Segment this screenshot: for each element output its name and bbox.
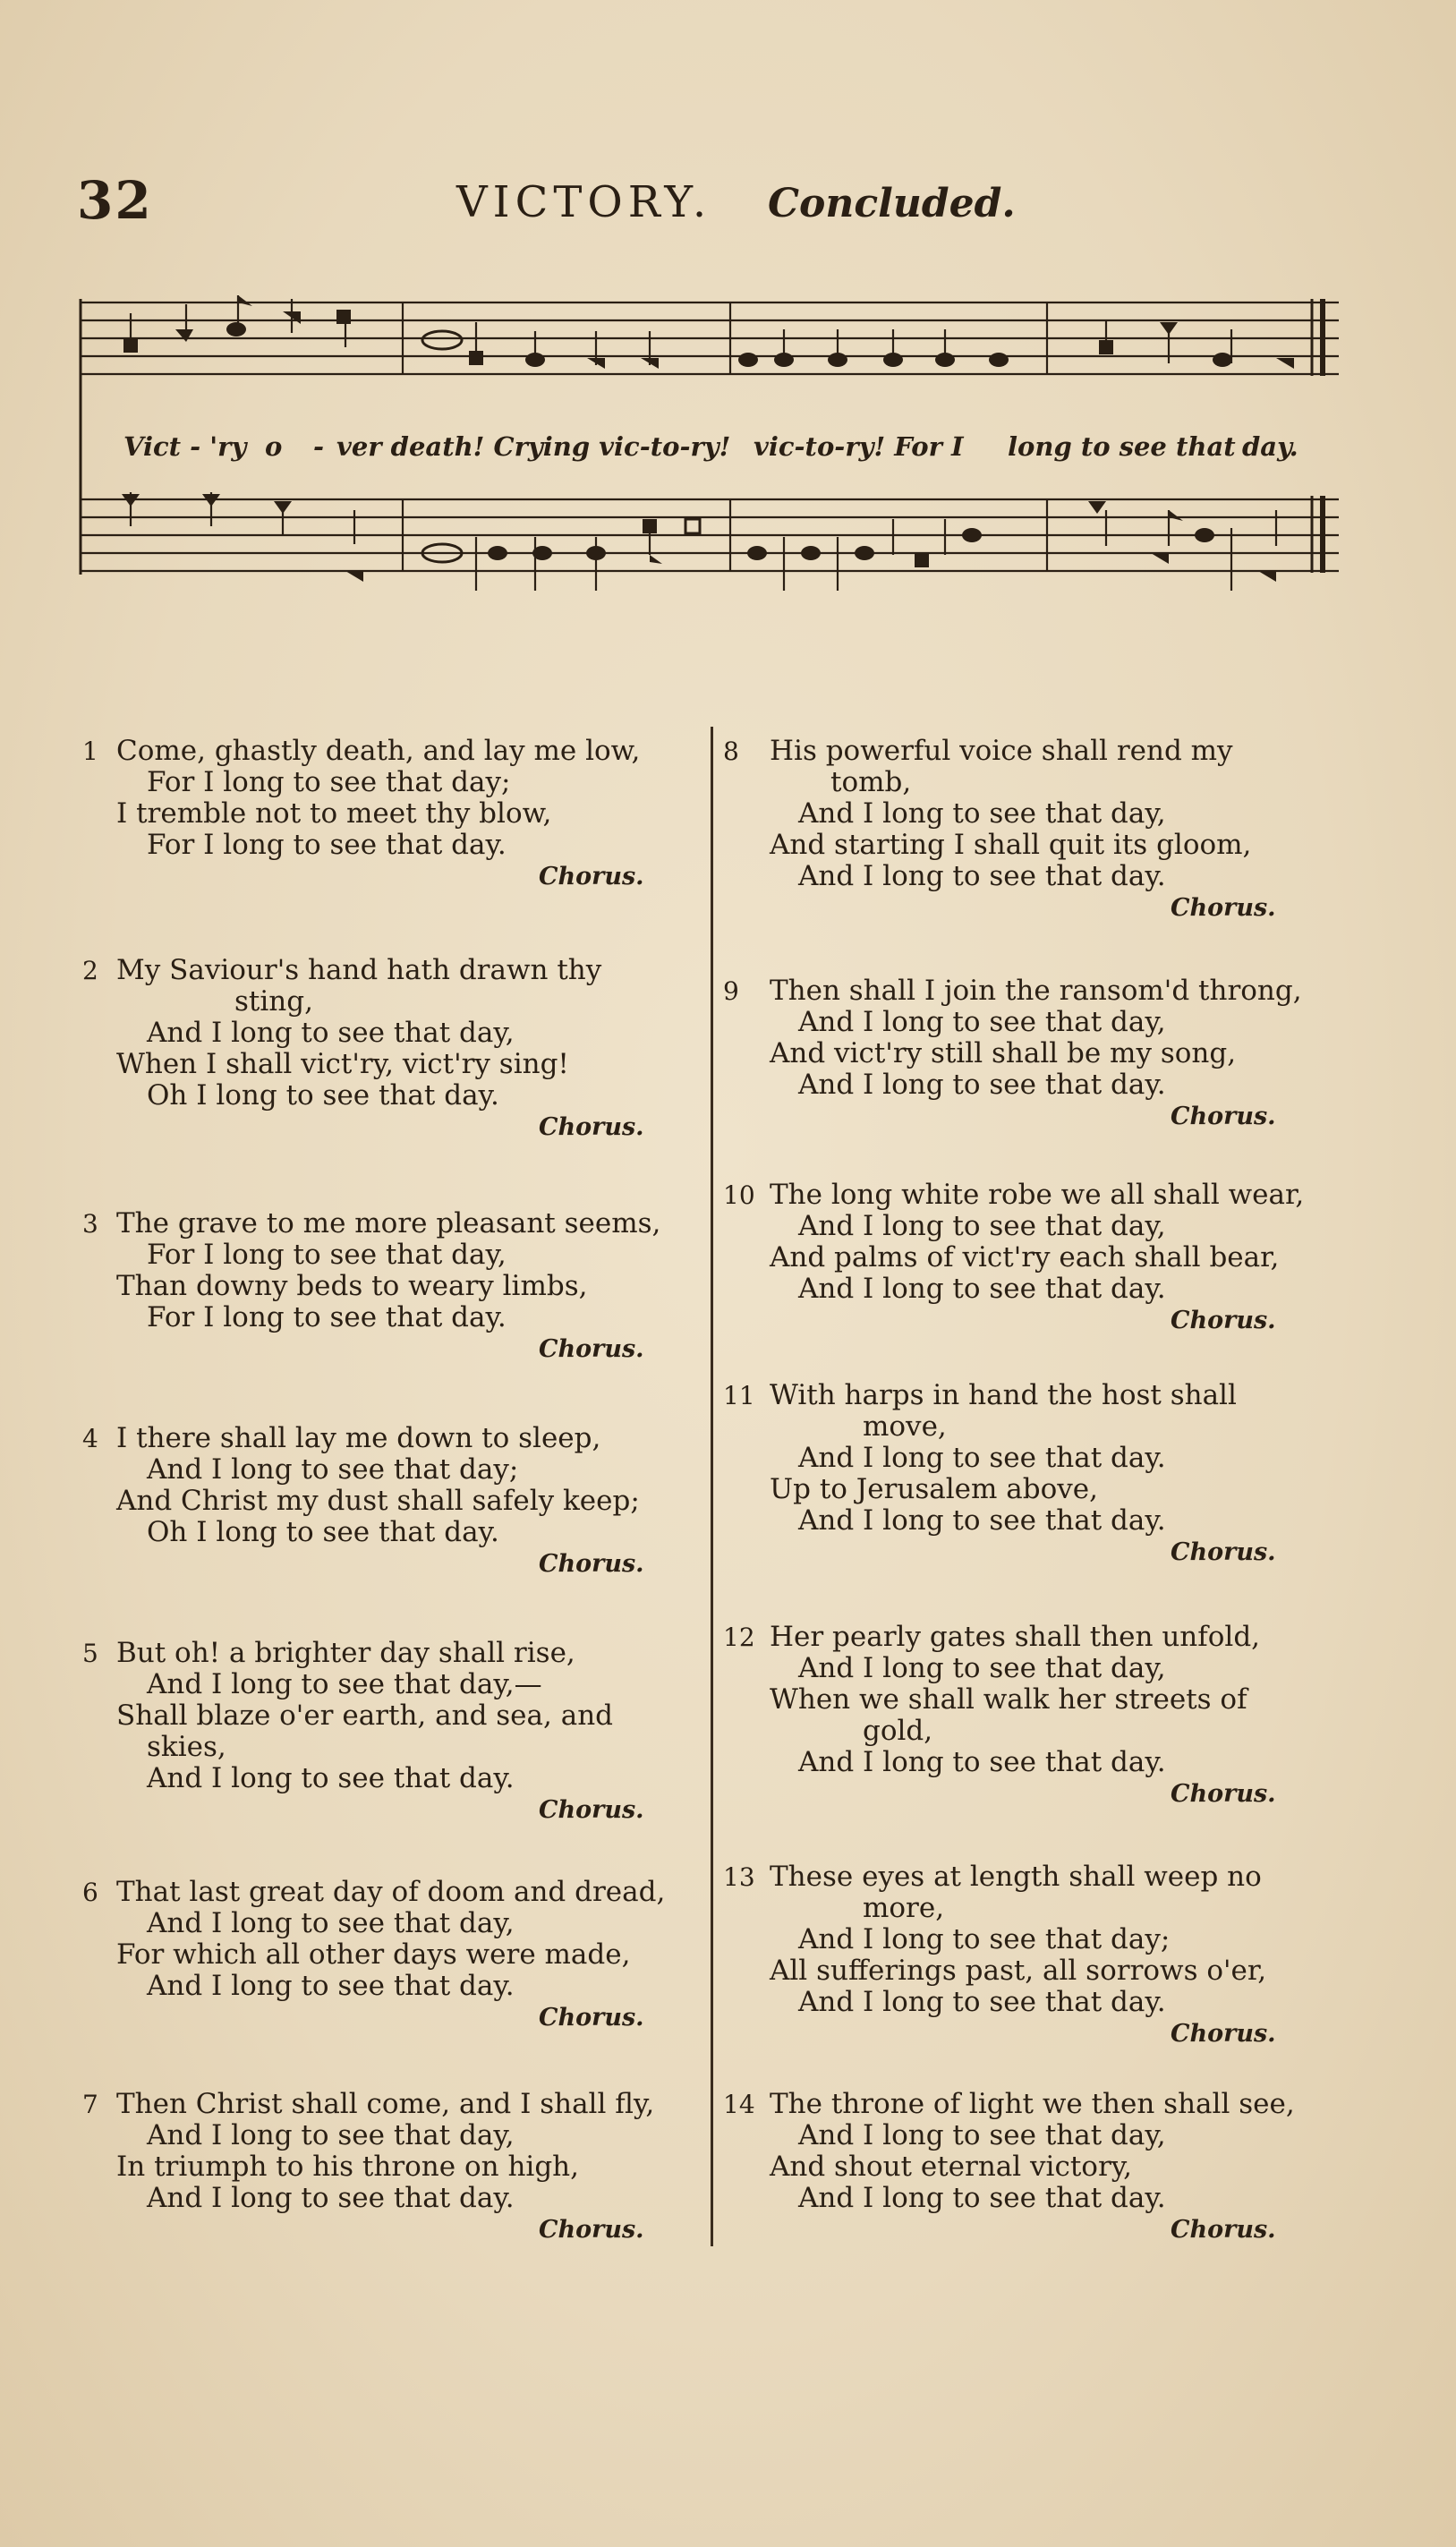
verse-line: And I long to see that day,	[147, 1907, 515, 1939]
verse-line: And I long to see that day.	[798, 1504, 1166, 1537]
chorus-label: Chorus.	[539, 2216, 644, 2244]
verse-line: move,	[863, 1410, 947, 1443]
verse-line: When I shall vict'ry, vict'ry sing!	[116, 1048, 569, 1080]
verse-line: And I long to see that day,	[798, 797, 1166, 830]
verse-line: And Christ my dust shall safely keep;	[116, 1485, 640, 1517]
chorus-label: Chorus.	[1171, 1780, 1276, 1808]
verse-line: sting,	[234, 985, 313, 1018]
verse-line: That last great day of doom and dread,	[116, 1876, 666, 1908]
verse-line: And I long to see that day,	[798, 1006, 1166, 1038]
verse-line: And I long to see that day,	[798, 2119, 1166, 2151]
verse-line: And I long to see that day.	[798, 1069, 1166, 1101]
verse-line: And I long to see that day.	[798, 1986, 1166, 2018]
verse-line: And I long to see that day;	[798, 1923, 1171, 1955]
verse-line: more,	[863, 1892, 945, 1924]
chorus-label: Chorus.	[1171, 2020, 1276, 2048]
verse-line: I there shall lay me down to sleep,	[116, 1422, 601, 1454]
verse-line: And I long to see that day.	[798, 860, 1166, 892]
verse-line: And shout eternal victory,	[770, 2151, 1133, 2183]
page-header	[0, 170, 1456, 242]
verse-line: But oh! a brighter day shall rise,	[116, 1637, 575, 1669]
verse-line: Come, ghastly death, and lay me low,	[116, 735, 641, 767]
verse-line: Than downy beds to weary limbs,	[116, 1270, 588, 1302]
verse-line: gold,	[863, 1715, 933, 1747]
verse-number: 8	[723, 737, 739, 766]
hymn-subtitle: Concluded.	[768, 181, 1016, 226]
verse-number: 5	[82, 1639, 98, 1668]
verse-line: His powerful voice shall rend my	[770, 735, 1233, 767]
verse-line: And I long to see that day,	[798, 1652, 1166, 1684]
verse-number: 9	[723, 976, 739, 1006]
lyric-segment: o	[265, 431, 283, 462]
lyric-segment: Vict - 'ry	[123, 431, 247, 462]
verse-number: 12	[723, 1623, 755, 1652]
verse-line: And I long to see that day,	[147, 2119, 515, 2151]
chorus-label: Chorus.	[1171, 1307, 1276, 1334]
verse-line: Shall blaze o'er earth, and sea, and	[116, 1699, 614, 1732]
verse-line: And I long to see that day.	[798, 1746, 1166, 1778]
verse-line: And I long to see that day.	[798, 1273, 1166, 1305]
verse-line: And I long to see that day,—	[147, 1668, 542, 1700]
verse-line: And vict'ry still shall be my song,	[770, 1037, 1237, 1069]
verse-line: And I long to see that day,	[147, 1017, 515, 1049]
verse-line: I tremble not to meet thy blow,	[116, 797, 552, 830]
verse-line: For I long to see that day.	[147, 1301, 507, 1333]
chorus-label: Chorus.	[1171, 894, 1276, 922]
verse-line: And palms of vict'ry each shall bear,	[770, 1241, 1280, 1274]
verse-line: The throne of light we then shall see,	[770, 2088, 1295, 2120]
verse-line: And I long to see that day;	[147, 1453, 519, 1486]
verse-line: And I long to see that day.	[147, 2182, 515, 2214]
chorus-label: Chorus.	[1171, 2216, 1276, 2244]
lyric-segment: day.	[1242, 431, 1298, 462]
lyric-segment: ver death! Crying vic-to-ry!	[336, 431, 731, 462]
chorus-label: Chorus.	[539, 1113, 644, 1141]
verse-line: My Saviour's hand hath drawn thy	[116, 954, 602, 986]
verse-number: 14	[723, 2090, 755, 2119]
verse-line: And I long to see that day.	[147, 1970, 515, 2002]
verse-number: 1	[82, 737, 98, 766]
chorus-label: Chorus.	[539, 1796, 644, 1824]
lyric-segment: vic-to-ry! For I	[754, 431, 964, 462]
verse-line: Then shall I join the ransom'd throng,	[770, 975, 1302, 1007]
verse-number: 7	[82, 2090, 98, 2119]
verse-line: All sufferings past, all sorrows o'er,	[770, 1955, 1267, 1987]
verse-number: 3	[82, 1209, 98, 1239]
hymn-title: VICTORY.	[456, 177, 712, 227]
verse-line: The grave to me more pleasant seems,	[116, 1207, 661, 1239]
chorus-label: Chorus.	[539, 863, 644, 890]
verse-number: 11	[723, 1381, 755, 1410]
verse-number: 10	[723, 1180, 755, 1210]
verse-line: For which all other days were made,	[116, 1938, 631, 1971]
verse-line: When we shall walk her streets of	[770, 1683, 1247, 1716]
column-divider	[711, 727, 713, 2246]
verse-line: For I long to see that day,	[147, 1239, 507, 1271]
lyric-segment: long to see that	[1008, 431, 1236, 462]
page-number: 32	[77, 170, 153, 231]
verse-line: skies,	[147, 1731, 226, 1763]
verse-number: 4	[82, 1424, 98, 1453]
verse-line: tomb,	[830, 766, 912, 798]
chorus-label: Chorus.	[539, 2004, 644, 2032]
verse-line: And starting I shall quit its gloom,	[770, 829, 1252, 861]
verse-line: Her pearly gates shall then unfold,	[770, 1621, 1261, 1653]
verse-line: Then Christ shall come, and I shall fly,	[116, 2088, 655, 2120]
verse-line: These eyes at length shall weep no	[770, 1861, 1262, 1893]
verse-line: Up to Jerusalem above,	[770, 1473, 1098, 1505]
verse-line: And I long to see that day,	[798, 1210, 1166, 1242]
chorus-label: Chorus.	[539, 1335, 644, 1363]
verse-line: And I long to see that day.	[147, 1762, 515, 1794]
verse-line: For I long to see that day.	[147, 829, 507, 861]
verse-line: And I long to see that day.	[798, 2182, 1166, 2214]
verse-number: 13	[723, 1862, 755, 1892]
chorus-label: Chorus.	[1171, 1538, 1276, 1566]
lyric-segment: -	[313, 431, 325, 462]
verse-line: For I long to see that day;	[147, 766, 511, 798]
verse-number: 2	[82, 956, 98, 985]
verse-line: With harps in hand the host shall	[770, 1379, 1237, 1411]
music-score	[77, 286, 1342, 609]
verse-line: Oh I long to see that day.	[147, 1079, 499, 1112]
verse-line: And I long to see that day.	[798, 1442, 1166, 1474]
chorus-label: Chorus.	[539, 1550, 644, 1578]
verse-line: The long white robe we all shall wear,	[770, 1179, 1305, 1211]
verse-line: In triumph to his throne on high,	[116, 2151, 579, 2183]
verse-line: Oh I long to see that day.	[147, 1516, 499, 1548]
chorus-label: Chorus.	[1171, 1103, 1276, 1130]
verse-number: 6	[82, 1878, 98, 1907]
